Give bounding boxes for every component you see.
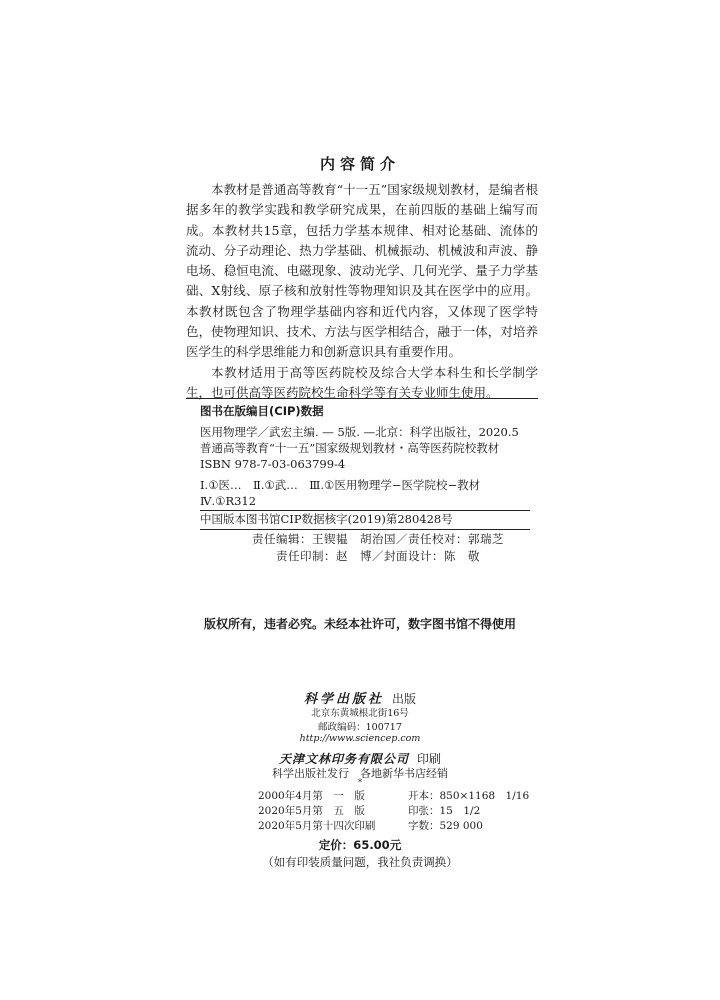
summary-paragraph-1: 本教材是普通高等教育“十一五”国家级规划教材，是编者根据多年的教学实践和教学研究成果，在前四版的基础上编写而成。本教材共15章，包括力学基本规律、相对论基础、流体的流动、分子动理论、热力学基础、机械振动、机械波和声波、静电场、稳恒电流、电磁现象、波动光学、几何光学、量子力学基础、X射线、原子核和放射性等物理知识及其在医学中的应用。本教材既包含了物理学基础内容和近代内容，又体现了医学特色，使物理知识、技术、方法与医学相结合，融于一体，对培养医学生的科学思维能力和创新意识具有重要作用。 (186, 182, 538, 360)
cip-mid-rule (200, 510, 530, 511)
summary-paragraph-2: 本教材适用于高等医药院校及综合大学本科生和长学制学生，也可供高等医药院校生命科学等有关专业师生使用。 (186, 364, 538, 400)
edition-row (258, 819, 529, 834)
distribution-line: 科学出版社发行 各地新华书店经销 (272, 767, 448, 780)
edition-date: 2020年5月第十四次印刷 (258, 820, 376, 832)
edition-spec: 开本：850×1168 1/16 (408, 790, 530, 802)
cip-heading: 图书在版编目(CIP)数据 (200, 404, 324, 418)
separator-star: * (358, 778, 362, 787)
edition-spec: 字数：529 000 (408, 820, 483, 832)
edition-row (258, 789, 529, 804)
credits-editors: 责任编辑：王锲韫 胡治国／责任校对：郭瑞芝 (252, 532, 504, 546)
edition-date: 2000年4月第 一 版 (258, 790, 365, 802)
edition-table (258, 789, 529, 834)
printer-name: 天津文林印务有限公司 (278, 752, 409, 766)
publisher-suffix: 出版 (392, 692, 417, 706)
price: 定价：65.00元 (318, 838, 402, 852)
publisher-website: http://www.sciencep.com (299, 733, 421, 744)
edition-spec: 印张：15 1/2 (408, 805, 481, 817)
printer-suffix: 印刷 (417, 752, 442, 766)
rights-notice: 版权所有，违者必究。未经本社许可，数字图书馆不得使用 (203, 617, 516, 631)
cip-number: 中国版本图书馆CIP数据核字(2019)第280428号 (200, 512, 453, 526)
cip-line-isbn: ISBN 978-7-03-063799-4 (200, 457, 346, 471)
credits-production: 责任印制：赵 博／封面设计：陈 敬 (276, 549, 480, 563)
publisher-postcode: 邮政编码：100717 (318, 722, 402, 733)
cip-line-series: 普通高等教育“十一五”国家级规划教材・高等医药院校教材 (200, 441, 500, 455)
cip-classification-1: Ⅰ.①医… Ⅱ.①武… Ⅲ.①医用物理学−医学院校−教材 (200, 478, 481, 492)
publisher-address: 北京东黄城根北街16号 (311, 708, 409, 719)
edition-row (258, 804, 529, 819)
cip-line-title: 医用物理学／武宏主编. — 5版. —北京：科学出版社，2020.5 (200, 425, 519, 439)
cip-classification-2: Ⅳ.①R312 (200, 494, 257, 508)
summary-body (186, 180, 538, 403)
publisher-name: 科学出版社 (303, 692, 384, 707)
cip-bottom-rule (200, 529, 530, 530)
quality-note: （如有印装质量问题，我社负责调换） (262, 855, 458, 869)
summary-title: 内容简介 (319, 155, 400, 173)
cip-top-rule (186, 398, 538, 399)
edition-date: 2020年5月第 五 版 (258, 805, 365, 817)
